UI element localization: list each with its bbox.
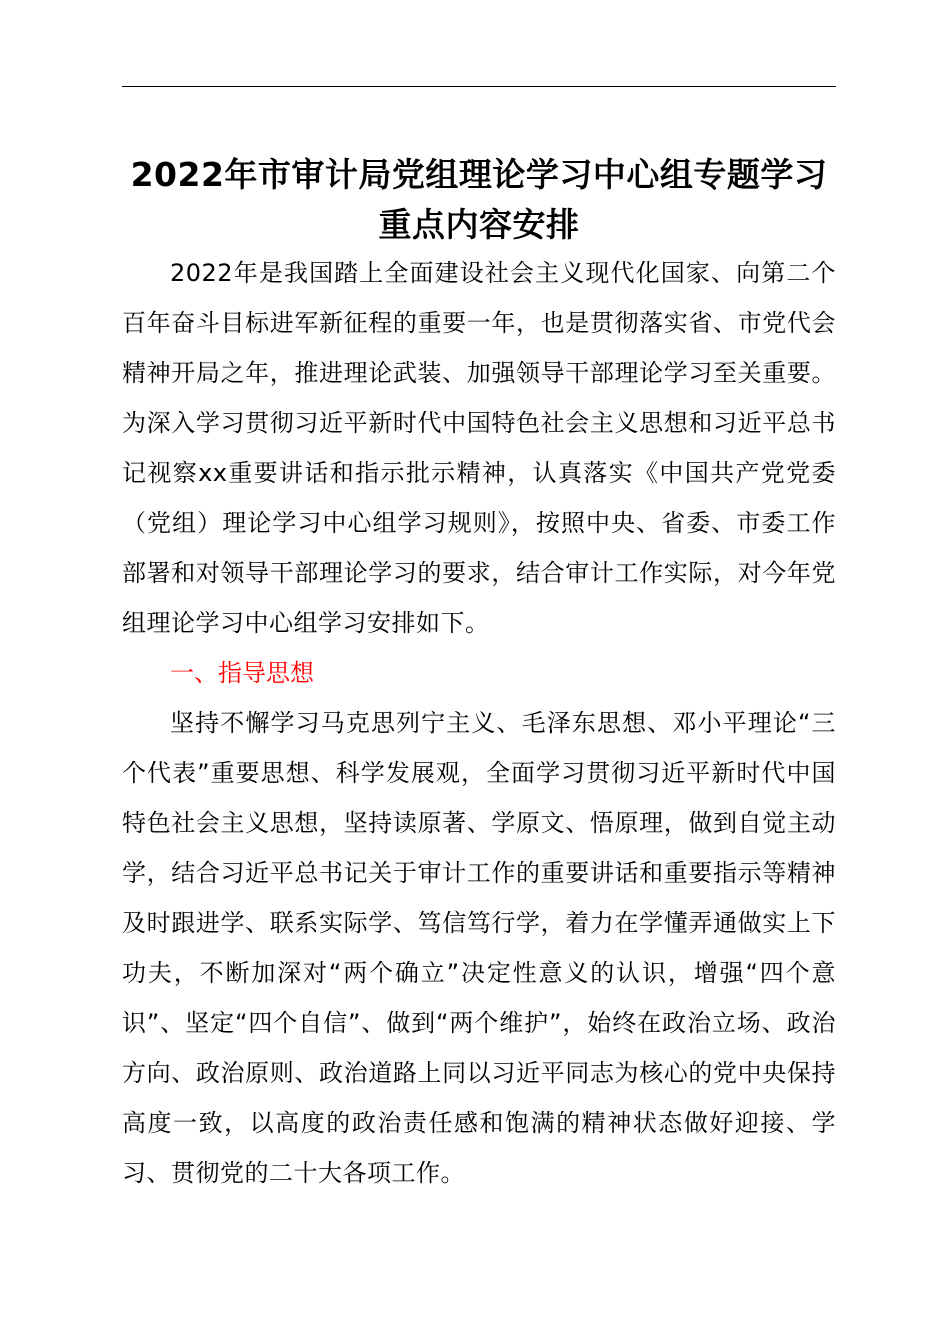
section-heading-guiding-ideology: 一、指导思想 bbox=[170, 659, 314, 687]
document-body bbox=[122, 248, 836, 1198]
section-paragraph-guiding-ideology: 坚持不懈学习马克思列宁主义、毛泽东思想、邓小平理论“三个代表”重要思想、科学发展观，全面学习贯彻习近平新时代中国特色社会主义思想，坚持读原著、学原文、悟原理，做到自觉主动学，结合习近平总书记关于审计工作的重要讲话和重要指示等精神及时跟进学、联系实际学、笃信笃行学，着力在学懂弄通做实上下功夫，不断加深对“两个确立”决定性意义的认识，增强“四个意识”、坚定“四个自信”、做到“两个维护”，始终在政治立场、政治方向、政治原则、政治道路上同以习近平同志为核心的党中央保持高度一致，以高度的政治责任感和饱满的精神状态做好迎接、学习、贯彻党的二十大各项工作。 bbox=[122, 709, 836, 1187]
intro-paragraph: 2022年是我国踏上全面建设社会主义现代化国家、向第二个百年奋斗目标进军新征程的重要一年，也是贯彻落实省、市党代会精神开局之年，推进理论武装、加强领导干部理论学习至关重要。为深入学习贯彻习近平新时代中国特色社会主义思想和习近平总书记视察xx重要讲话和指示批示精神，认真落实《中国共产党党委（党组）理论学习中心组学习规则》，按照中央、省委、市委工作部署和对领导干部理论学习的要求，结合审计工作实际，对今年党组理论学习中心组学习安排如下。 bbox=[122, 259, 836, 637]
header-rule bbox=[122, 86, 836, 87]
document-title: 2022年市审计局党组理论学习中心组专题学习重点内容安排 bbox=[130, 155, 828, 244]
